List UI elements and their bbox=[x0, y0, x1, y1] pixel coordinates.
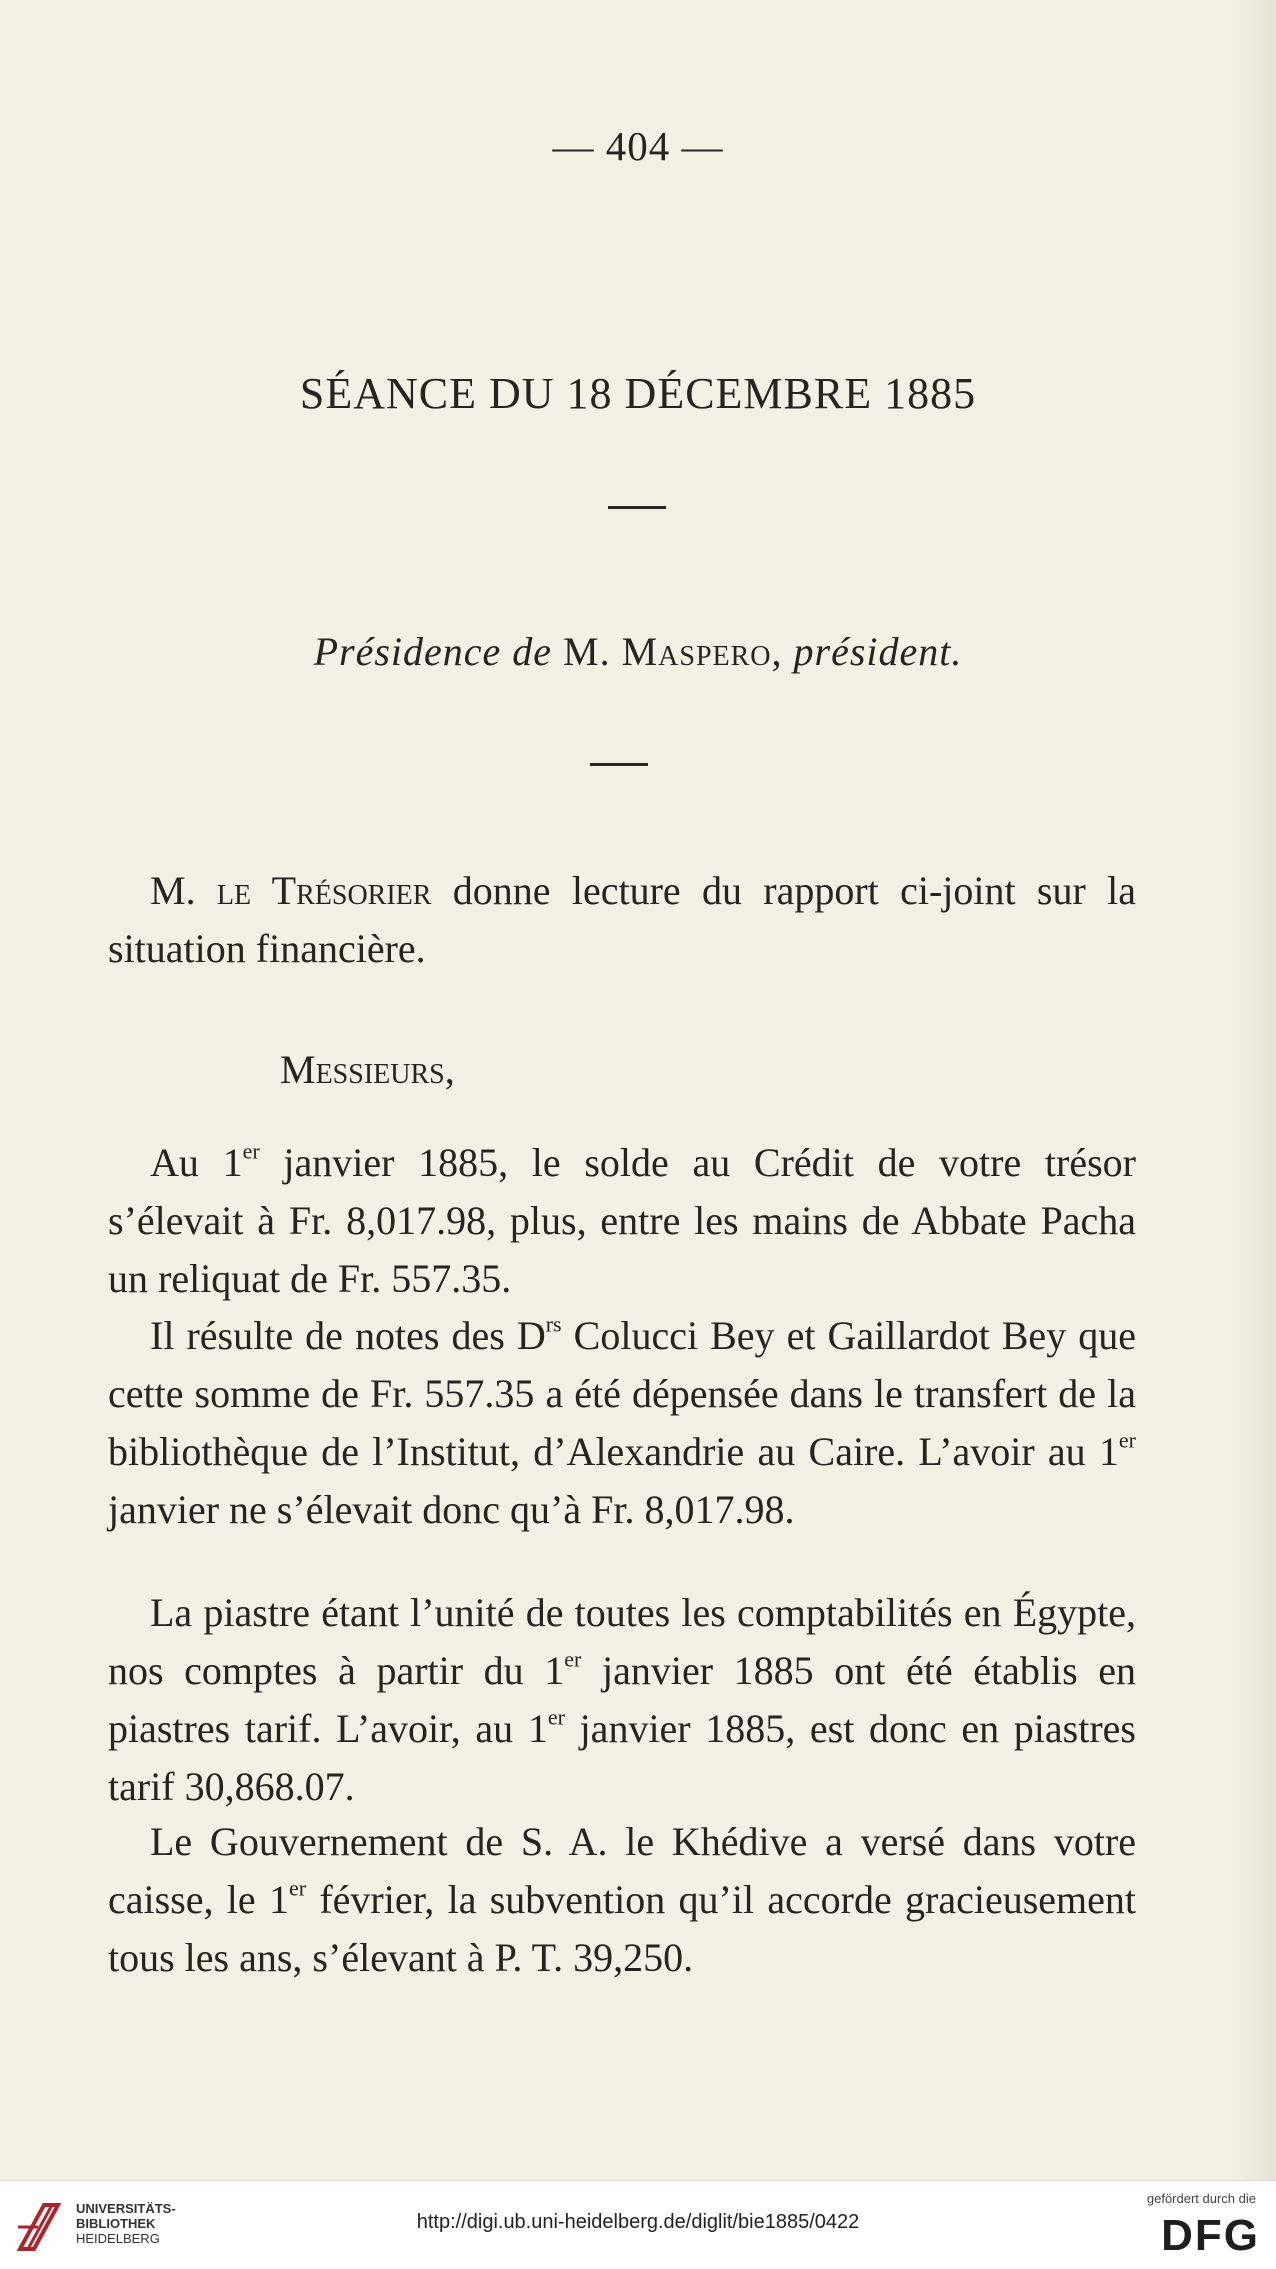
superscript: er bbox=[564, 1646, 582, 1672]
superscript: er bbox=[288, 1875, 307, 1901]
superscript: er bbox=[242, 1138, 260, 1164]
superscript: er bbox=[1118, 1427, 1136, 1453]
funding-note: gefördert durch die bbox=[1146, 2191, 1256, 2206]
presidence-prefix: Présidence de bbox=[313, 629, 553, 674]
intro-text: donne lecture du rapport ci-joint sur la situation financière. bbox=[108, 868, 1136, 971]
paragraph-3-text: janvier 1885 ont été établis en piastres tarif. L’avoir, au 1 bbox=[108, 1648, 1136, 1751]
paragraph-2-text: Colucci Bey et Gaillardot Bey que cette somme de Fr. 557.35 a été dépensée dans le transfert de la bibliothèque de l’Institut, d’Alexandrie au Caire. L’avoir au 1 bbox=[108, 1313, 1136, 1474]
paragraph-2-text: Il résulte de notes des D bbox=[150, 1313, 546, 1358]
salutation: Messieurs, bbox=[280, 1047, 455, 1092]
superscript: er bbox=[547, 1704, 565, 1730]
permalink-url[interactable]: http://digi.ub.uni-heidelberg.de/diglit/bie1885/0422 bbox=[416, 2211, 860, 2233]
presidence-line bbox=[0, 628, 1276, 675]
library-name-line: UNIVERSITÄTS- bbox=[76, 2201, 176, 2216]
paragraph-1-text: Au 1 bbox=[150, 1140, 243, 1185]
page-number: — 404 — bbox=[552, 123, 724, 169]
presidence-suffix: président. bbox=[793, 629, 963, 674]
paragraph-3-text: La piastre étant l’unité de toutes les comptabilités en Égypte, nos comptes à partir du 1 bbox=[108, 1590, 1136, 1693]
paragraph-1 bbox=[108, 1134, 1136, 1308]
paragraph-4-text: Le Gouvernement de S. A. le Khédive a versé dans votre caisse, le 1 bbox=[108, 1819, 1136, 1922]
paragraph-4-text: février, la subvention qu’il accorde gracieusement tous les ans, s’élevant à P. T. 39,250. bbox=[108, 1877, 1136, 1980]
paragraph-1-text: janvier 1885, le solde au Crédit de votre trésor s’élevait à Fr. 8,017.98, plus, entre les mains de Abbate Pacha un reliquat de Fr. 557.35. bbox=[108, 1140, 1136, 1301]
viewer-footer bbox=[0, 2180, 1276, 2269]
page-title: SÉANCE DU 18 DÉCEMBRE 1885 bbox=[299, 369, 977, 418]
treasurer-label: M. le Trésorier bbox=[150, 868, 432, 913]
superscript: rs bbox=[545, 1311, 562, 1337]
library-name-line: BIBLIOTHEK bbox=[76, 2216, 156, 2231]
paragraph-3-text: janvier 1885, est donc en piastres tarif 30,868.07. bbox=[108, 1706, 1136, 1809]
paragraph-2-text: janvier ne s’élevait donc qu’à Fr. 8,017.98. bbox=[108, 1487, 795, 1532]
separator-dash bbox=[608, 506, 666, 509]
paragraph-4 bbox=[108, 1813, 1136, 1987]
dfg-logo: DFG bbox=[1161, 2211, 1260, 2260]
paragraph-3 bbox=[108, 1584, 1136, 1816]
library-name-line: HEIDELBERG bbox=[76, 2231, 160, 2246]
page-edge-shadow bbox=[1236, 0, 1276, 2180]
paragraph-2 bbox=[108, 1307, 1136, 1539]
separator-dash bbox=[590, 763, 648, 766]
president-name: M. Maspero, bbox=[563, 629, 783, 674]
intro-paragraph bbox=[108, 862, 1136, 978]
